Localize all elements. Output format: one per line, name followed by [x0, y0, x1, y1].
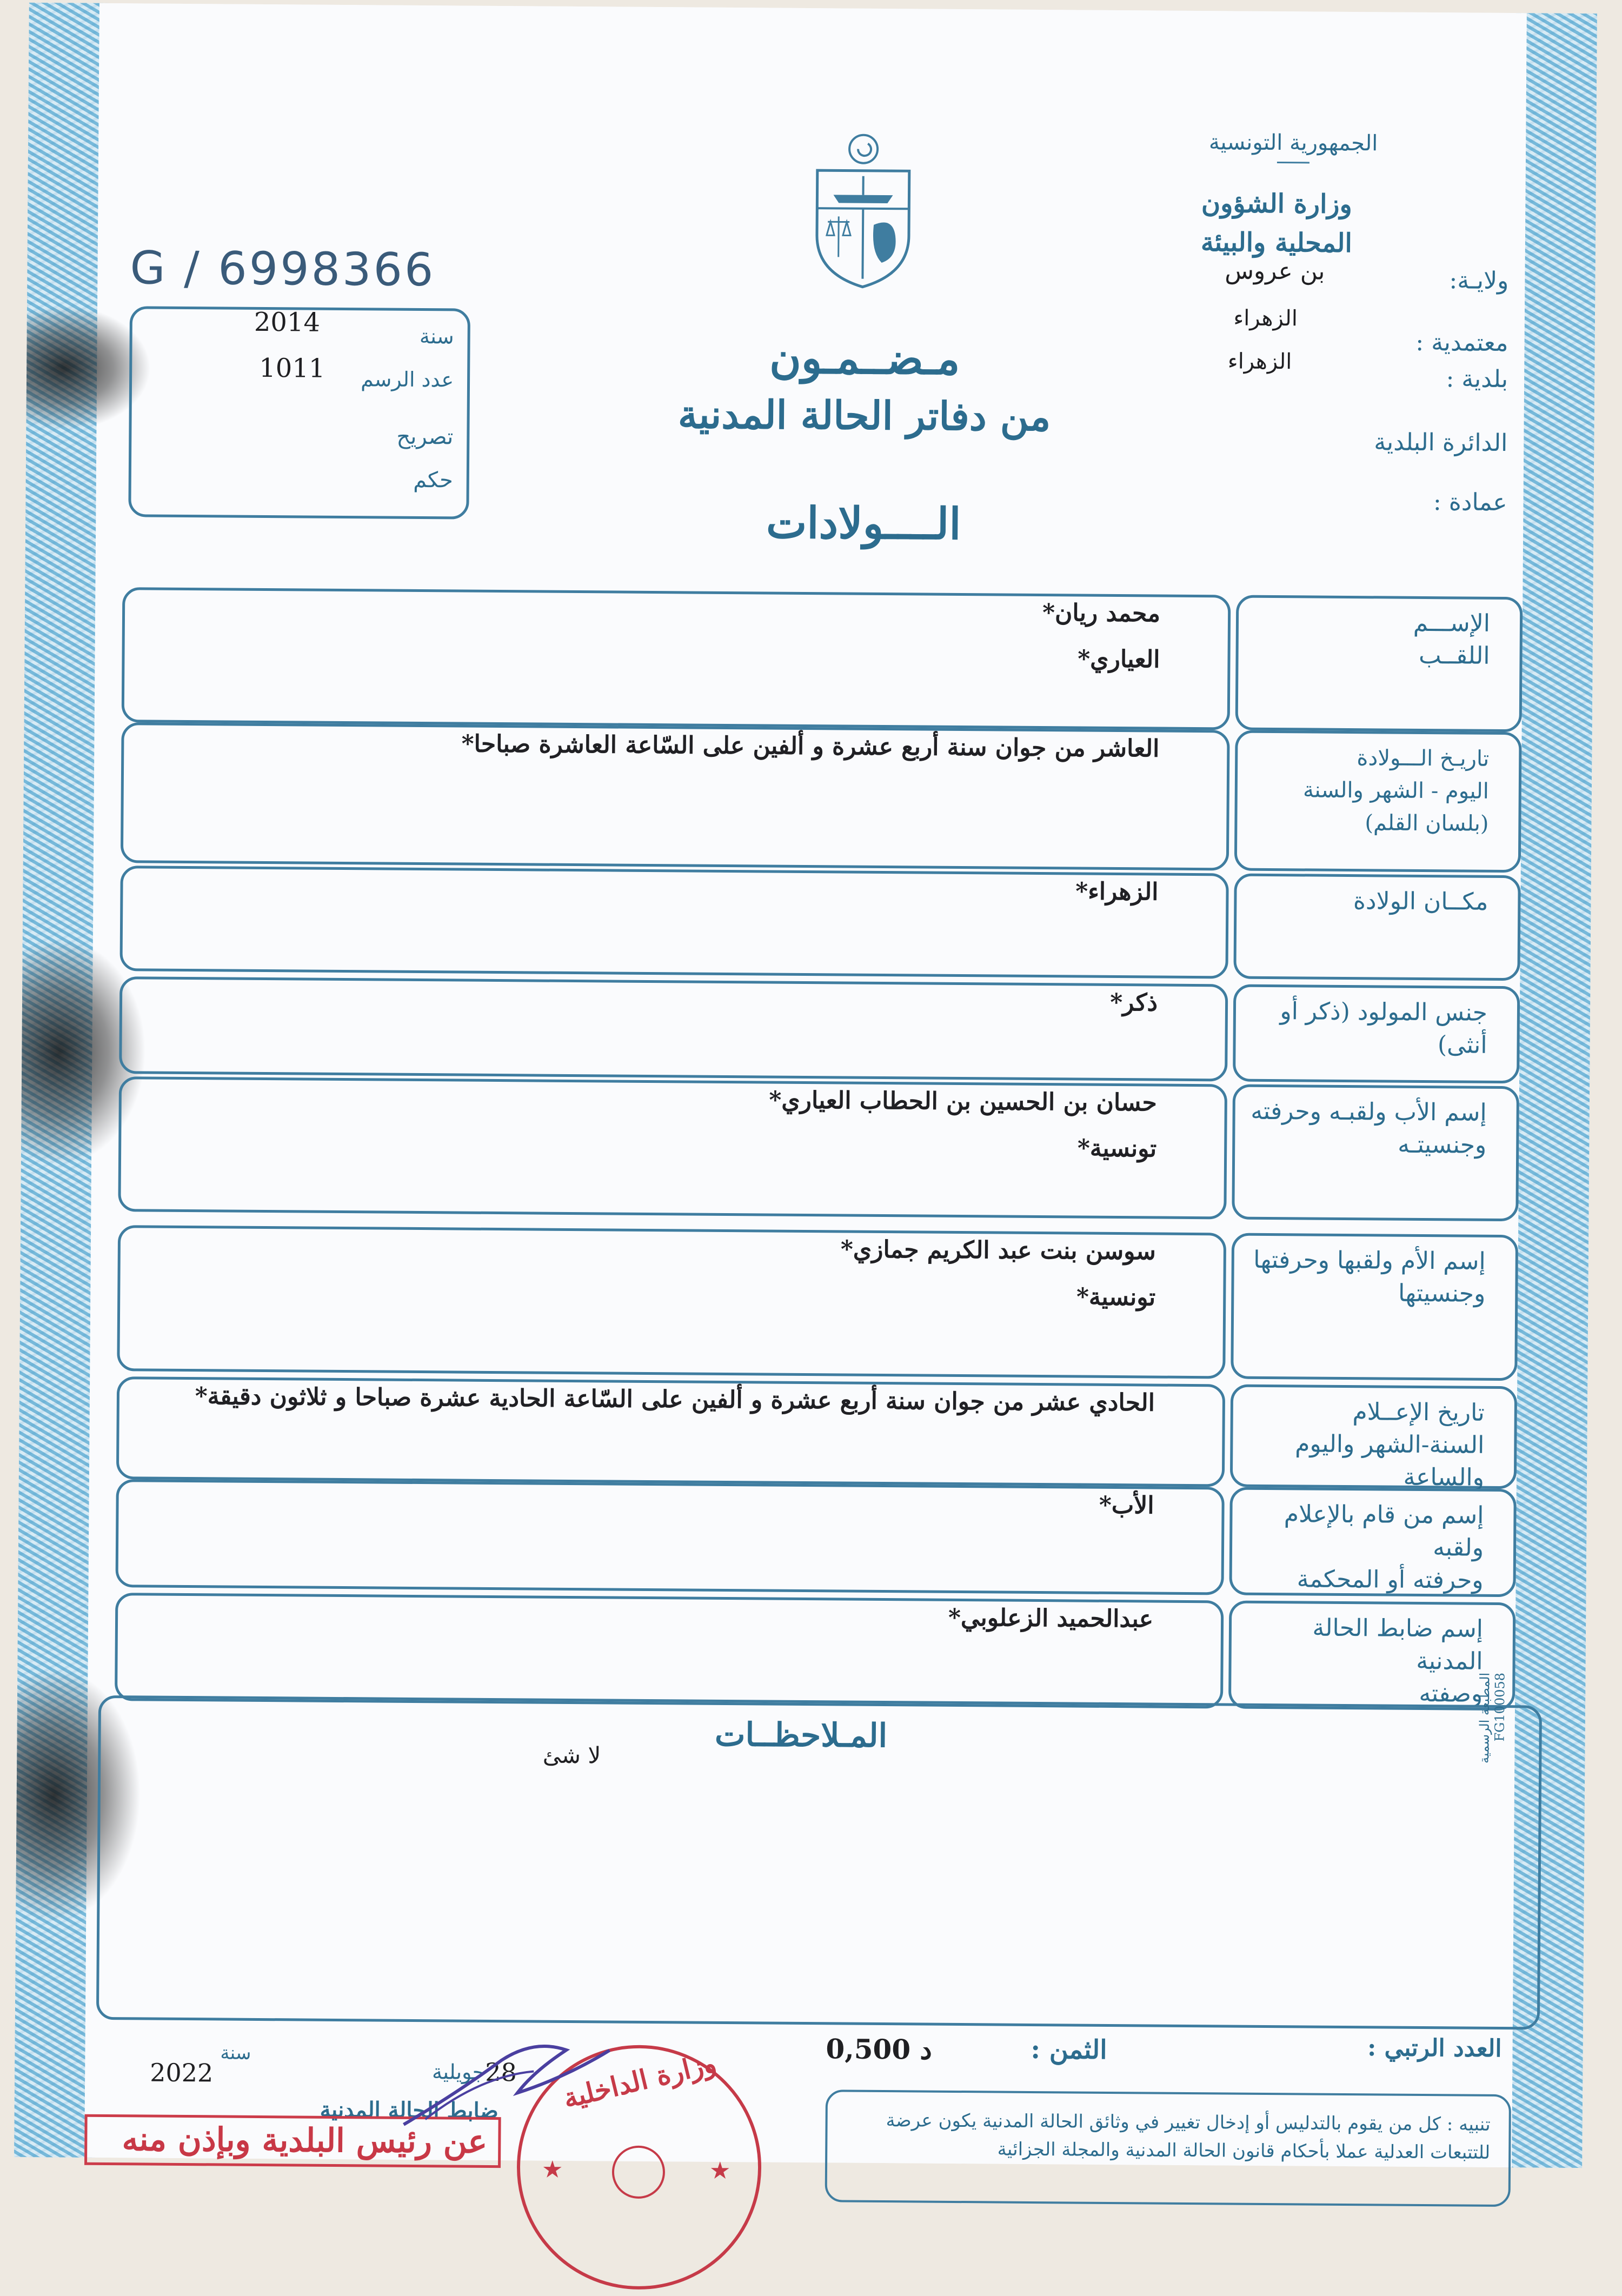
year-value: 2014 — [254, 307, 321, 338]
field-label — [1249, 995, 1487, 1062]
year-label: سنة — [373, 324, 454, 348]
price-value: 0,500 د — [826, 2033, 988, 2066]
field-label — [1246, 1395, 1485, 1494]
omda-label: عمادة : — [1377, 488, 1507, 516]
delegation-label: معتمدية : — [1389, 329, 1508, 357]
section-title: الــــولادات — [674, 496, 1053, 550]
governorate-label: ولايـة: — [1411, 267, 1508, 295]
governorate-value: بن عروس — [1184, 257, 1325, 285]
field-label — [1247, 1244, 1486, 1310]
ministry-label: وزارة الشؤون المحلية والبيئة — [1174, 184, 1380, 263]
field-value: الأب* — [1099, 1492, 1154, 1520]
field-label-line: وجنسيتـه — [1248, 1128, 1486, 1162]
seal-star-icon: ★ — [542, 2156, 563, 2184]
field-label-line: إسم من قام بالإعلام ولقبه — [1246, 1498, 1484, 1565]
field-value: العاشر من جوان سنة أربع عشرة و ألفين على السّاعة العاشرة صباحا* — [461, 730, 1159, 763]
field-label-line: إسم ضابط الحالة المدنية — [1245, 1612, 1483, 1678]
field-label-line: (بلسان القلم) — [1251, 806, 1488, 840]
field-label-line: اليوم - الشهر والسنة — [1251, 774, 1489, 808]
field-label — [1252, 606, 1490, 673]
remarks-value: لا شئ — [438, 1741, 601, 1768]
field-value-box — [115, 1479, 1224, 1595]
field-label-line: مكــان الولادة — [1250, 884, 1488, 919]
act-number-value: 1011 — [259, 353, 325, 384]
officer-title: ضابط الحالة المدنية — [296, 2097, 523, 2124]
municipality-label: بلدية : — [1389, 365, 1508, 394]
act-number-label: عدد الرسم — [345, 367, 454, 391]
field-value: حسان بن الحسين بن الحطاب العياري* — [769, 1087, 1157, 1117]
field-value: ذكر* — [1110, 989, 1158, 1017]
ordinal-number-label: العدد الرتبي : — [1323, 2034, 1501, 2062]
serial-number: G / 6998366 — [130, 241, 436, 296]
field-label-line: وجنسيتها — [1247, 1276, 1485, 1310]
municipality-value: الزهراء — [1184, 349, 1292, 374]
field-value: العياري* — [1078, 645, 1160, 673]
delegation-value: الزهراء — [1189, 305, 1298, 331]
judgment-label: حكم — [372, 467, 453, 493]
field-label — [1250, 884, 1488, 919]
day-value: 28 — [485, 2058, 517, 2087]
seal-star-icon: ★ — [709, 2157, 731, 2185]
signature-mark — [393, 2027, 620, 2137]
tunisia-coat-of-arms-icon — [806, 127, 920, 290]
field-value-box — [119, 866, 1228, 979]
declaration-label: تصريح — [372, 424, 453, 449]
month-value: جويلية — [398, 2060, 485, 2084]
certificate-paper — [14, 3, 1597, 2168]
field-label-line: وحرفته أو المحكمة — [1245, 1563, 1483, 1597]
field-label-line: تاريخ الإعــلام — [1247, 1395, 1485, 1429]
price-label: الثمن : — [945, 2034, 1107, 2065]
header-divider — [1277, 162, 1309, 163]
field-label — [1251, 741, 1489, 840]
field-value: سوسن بنت عبد الكريم جمازي* — [841, 1235, 1156, 1265]
field-label-line: الإســـم — [1252, 606, 1490, 640]
field-label — [1245, 1612, 1483, 1711]
field-value: تونسية* — [1076, 1283, 1156, 1312]
field-label-line: إسم الأم ولقبها وحرفتها — [1248, 1244, 1486, 1278]
republic-label: الجمهورية التونسية — [1185, 130, 1401, 156]
seal-text: وزارة الداخلية — [552, 2045, 728, 2117]
field-value-box — [119, 976, 1228, 1081]
year-value-footer: 2022 — [150, 2058, 213, 2088]
fraud-notice: تنبيه : كل من يقوم بالتدليس أو إدخال تغيير في وثائق الحالة المدنية يكون عرضة للتتبعات العدلية عملا بأحكام قانون الحالة المدنية والمجلة الجزائية — [841, 2106, 1491, 2167]
field-label-line: جنس المولود (ذكر أو أنثى) — [1249, 995, 1487, 1062]
printer-mark: المطبعة الرسمية FG100058 — [1476, 1673, 1507, 1824]
field-label-line: إسم الأب ولقبـه وحرفته — [1248, 1095, 1486, 1129]
municipal-stamp: عن رئيس البلدية وبإذن منه — [84, 2114, 501, 2168]
field-label — [1245, 1498, 1484, 1597]
field-label-line: وصفته — [1245, 1676, 1483, 1711]
municipal-district-label: الدائرة البلدية — [1313, 428, 1507, 457]
year-label-footer: سنة — [220, 2042, 274, 2064]
field-value: الحادي عشر من جوان سنة أربع عشرة و ألفين على السّاعة الحادية عشرة صباحا و ثلاثون دقيقة* — [195, 1382, 1155, 1416]
seal-emblem-icon — [612, 2146, 666, 2199]
field-label — [1248, 1095, 1487, 1162]
remarks-title: المـلاحظــات — [666, 1715, 936, 1755]
title-line2: من دفاتر الحالة المدنية — [621, 391, 1108, 440]
title-line1: مـضــمـون — [675, 331, 1054, 385]
field-value: محمد ريان* — [1042, 599, 1160, 628]
field-value: عبدالحميد الزعلوبي* — [948, 1604, 1154, 1633]
field-value: الزهراء* — [1075, 877, 1159, 906]
field-label-line: تاريـخ الـــولادة — [1251, 741, 1489, 775]
field-value: تونسية* — [1078, 1135, 1157, 1163]
field-label-line: اللقــب — [1252, 638, 1490, 673]
field-label-line: السنة-الشهر واليوم والساعة — [1246, 1428, 1485, 1494]
